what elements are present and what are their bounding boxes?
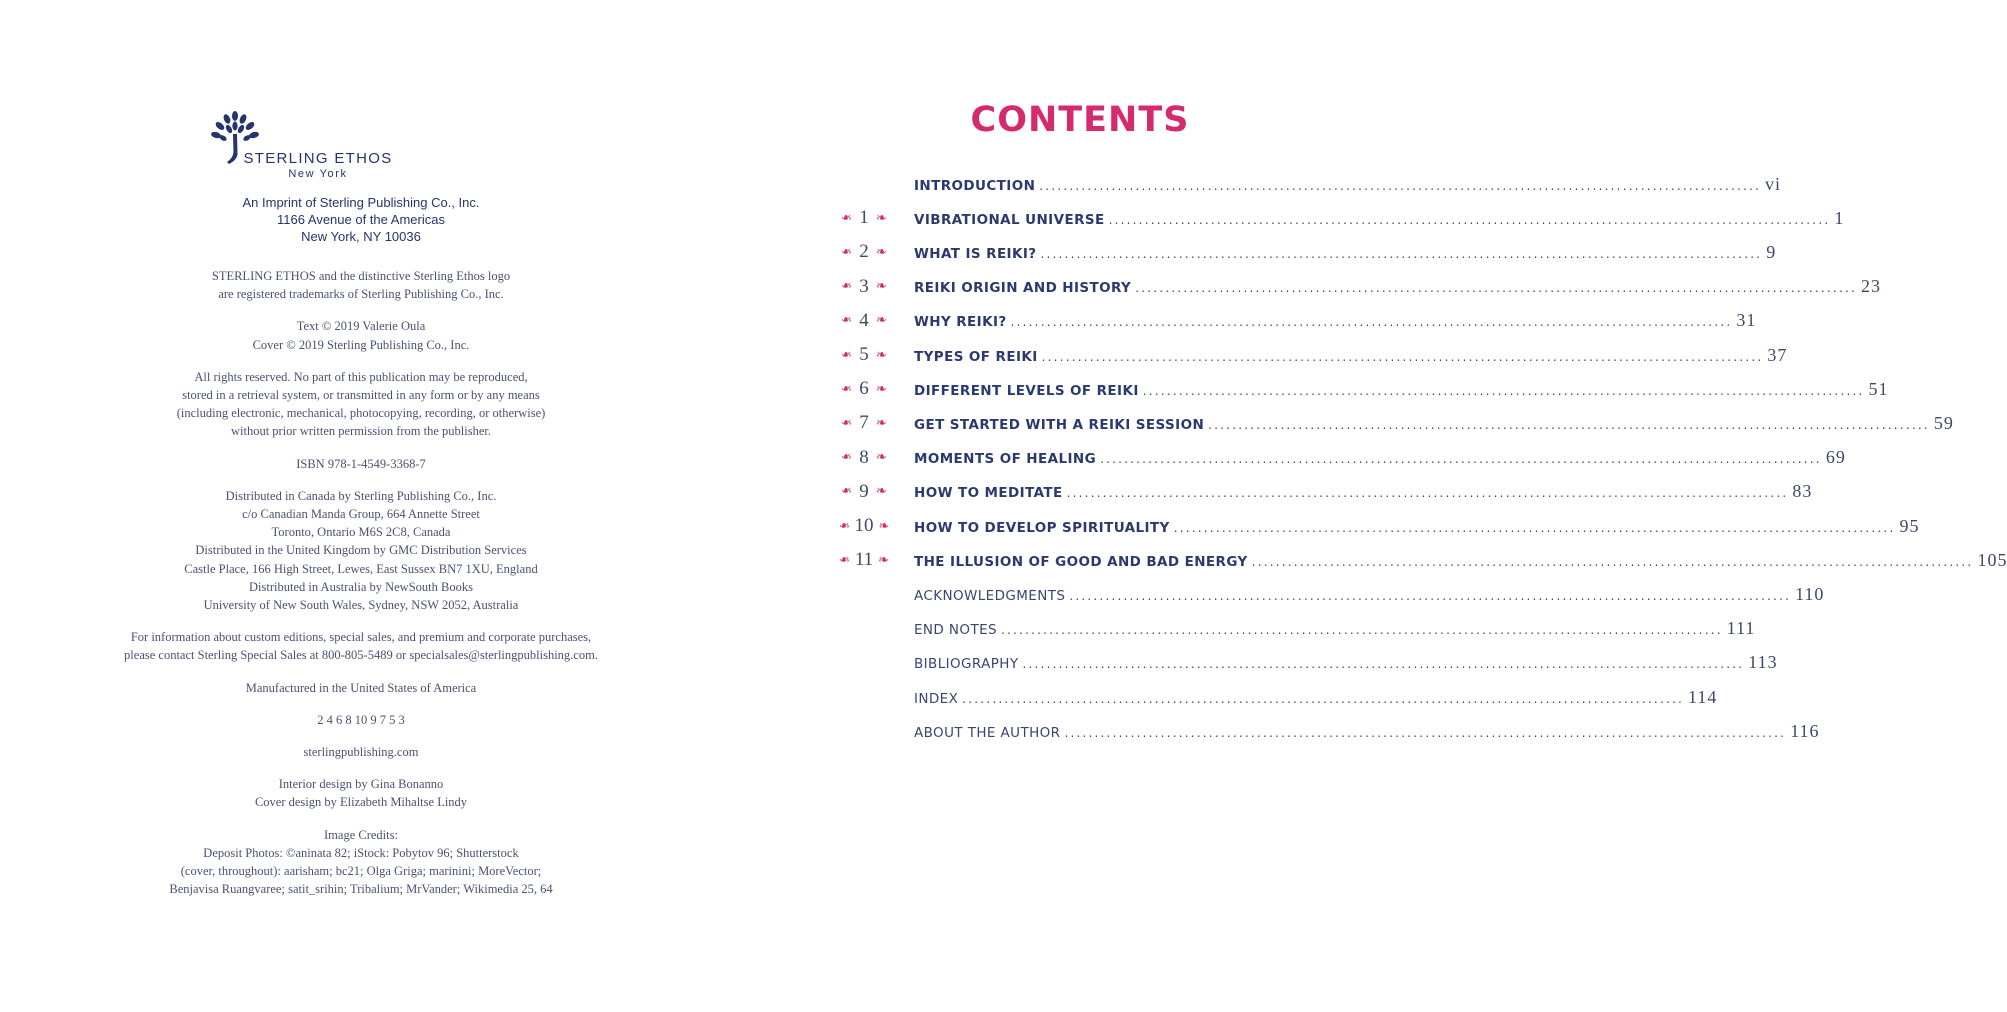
toc-entry-page: 116 [1790,720,1820,741]
toc-entry-page: 31 [1736,310,1757,331]
ornament-left-icon: ❧ [841,313,852,329]
trademark-line: are registered trademarks of Sterling Publishing Co., Inc. [218,287,504,302]
dot-leader: ........................................................................................................................ [1108,212,1831,227]
chapter-number [828,412,900,434]
toc-entry[interactable] [828,512,1920,540]
distribution-line: c/o Canadian Manda Group, 664 Annette Street [242,507,480,522]
dot-leader: ........................................................................................................................ [1173,520,1896,535]
dot-leader: ........................................................................................................................ [1142,383,1865,398]
toc-entry[interactable] [828,444,1846,472]
toc-entry-label: HOW TO MEDITATE [914,485,1063,502]
ornament-left-icon: ❧ [841,210,852,226]
distribution-line: Distributed in Australia by NewSouth Books [249,579,473,594]
toc-entry-page: 59 [1933,412,1954,433]
toc-entry-label: REIKI ORIGIN AND HISTORY [914,280,1132,297]
copyright-page [100,110,622,898]
dot-leader: ........................................................................................................................ [1022,657,1745,672]
chapter-number [828,207,900,229]
copyright-line: Text © 2019 Valerie Oula [296,319,426,334]
trademark-line: STERLING ETHOS and the distinctive Sterling Ethos logo [211,269,511,283]
chapter-number-value: 8 [859,446,869,468]
ornament-left-icon: ❧ [841,484,852,500]
toc-entry-label: BIBLIOGRAPHY [914,656,1019,673]
ornament-right-icon: ❧ [878,518,890,534]
ornament-right-icon: ❧ [876,347,887,363]
toc-entry-page: 69 [1825,447,1846,468]
brand-block [243,150,392,180]
toc-entry-page: 113 [1748,652,1778,673]
ornament-left-icon: ❧ [841,450,852,466]
credit-line: Image Credits: [324,827,398,842]
copyright-line: Cover © 2019 Sterling Publishing Co., Inc. [252,337,470,352]
toc-entry[interactable] [828,170,1782,198]
ornament-right-icon: ❧ [876,313,887,329]
ornament-left-icon: ❧ [838,518,850,534]
chapter-number [828,481,900,503]
ornament-right-icon: ❧ [878,552,890,568]
toc-entry[interactable] [828,409,1954,437]
toc-entry[interactable] [828,683,1718,711]
toc-entry[interactable] [828,375,1889,403]
imprint-address [100,194,622,245]
rights-line: stored in a retrieval system, or transmitted in any form or by any means [182,388,540,403]
dot-leader: ........................................................................................................................ [1039,178,1762,193]
toc-entry[interactable] [828,307,1757,335]
distribution-line: University of New South Wales, Sydney, NSW 2052, Australia [203,598,519,613]
toc-entry[interactable] [828,580,1825,608]
toc-entry[interactable] [828,546,2007,574]
ornament-right-icon: ❧ [876,484,887,500]
toc-entry-page: 23 [1860,276,1881,297]
ornament-left-icon: ❧ [841,347,852,363]
chapter-number-value: 11 [854,549,874,571]
distribution-line: Distributed in the United Kingdom by GMC Distribution Services [195,543,527,558]
distribution-line: Distributed in Canada by Sterling Publishing Co., Inc. [225,488,497,503]
manufactured-line: Manufactured in the United States of America [245,680,477,695]
chapter-number [828,378,900,400]
dot-leader: ........................................................................................................................ [1040,246,1763,261]
dot-leader: ........................................................................................................................ [1010,315,1733,330]
toc-entry-label: ACKNOWLEDGMENTS [914,587,1066,604]
toc-entry[interactable] [828,341,1788,369]
ornament-left-icon: ❧ [841,244,852,260]
chapter-number [828,276,900,298]
toc-entry-page: 114 [1688,686,1718,707]
dot-leader: ........................................................................................................................ [1100,452,1822,467]
toc-entry-label: HOW TO DEVELOP SPIRITUALITY [914,519,1170,536]
toc-entry-page: vi [1765,173,1782,194]
dot-leader: ........................................................................................................................ [1251,554,1974,569]
dot-leader: ........................................................................................................................ [1066,486,1789,501]
ornament-right-icon: ❧ [876,279,887,295]
chapter-number [828,310,900,332]
chapter-number-value: 10 [854,515,874,536]
chapter-number-value: 5 [859,344,869,365]
brand-city: New York [288,168,348,180]
toc-entry-label: THE ILLUSION OF GOOD AND BAD ENERGY [914,553,1248,570]
dot-leader: ........................................................................................................................ [1135,281,1857,296]
rights-line: (including electronic, mechanical, photocopying, recording, or otherwise) [176,406,546,421]
isbn: ISBN 978-1-4549-3368-7 [296,456,426,471]
chapter-number [828,515,900,537]
dot-leader: ........................................................................................................................ [1041,349,1764,364]
toc-entry-page: 110 [1795,583,1825,604]
chapter-number [828,447,900,469]
credit-line: Benjavisa Ruangvaree; satit_srihin; Tribalium; MrVander; Wikimedia 25, 64 [169,882,553,897]
toc-entry-page: 9 [1766,241,1777,262]
toc-entry-label: END NOTES [914,622,997,639]
imprint-line: An Imprint of Sterling Publishing Co., Inc. [242,195,480,210]
dot-leader: ........................................................................................................................ [1064,725,1787,740]
chapter-number-value: 6 [859,378,869,400]
ornament-left-icon: ❧ [838,552,850,568]
toc-entry-page: 111 [1726,618,1756,639]
dot-leader: ........................................................................................................................ [1001,623,1723,638]
printing-line: 2 4 6 8 10 9 7 5 3 [317,712,405,727]
toc-entry-label: ABOUT THE AUTHOR [914,724,1061,741]
ornament-left-icon: ❧ [841,381,852,397]
website-link[interactable]: sterlingpublishing.com [303,745,419,760]
ornament-left-icon: ❧ [841,279,852,295]
ornament-right-icon: ❧ [876,210,887,226]
rights-line: without prior written permission from the publisher. [230,424,492,439]
chapter-number-value: 3 [859,275,869,297]
ornament-left-icon: ❧ [841,415,852,431]
toc-entry-label: INTRODUCTION [914,177,1036,194]
chapter-number-value: 2 [859,241,869,263]
ornament-right-icon: ❧ [876,244,887,260]
chapter-number [828,549,900,571]
dot-leader: ........................................................................................................................ [962,691,1684,706]
chapter-number-value: 9 [859,480,869,502]
info-line: please contact Sterling Special Sales at 800-805-5489 or specialsales@sterlingpublishing.com. [124,648,598,663]
toc-entry[interactable] [828,204,1845,232]
distribution-line: Toronto, Ontario M6S 2C8, Canada [271,525,451,540]
publisher-logo [0,110,622,184]
toc-entry-label: INDEX [914,690,959,707]
toc-entry-page: 51 [1868,378,1889,399]
toc-entry-label: TYPES OF REIKI [914,348,1038,365]
toc-entry-label: MOMENTS OF HEALING [914,451,1097,468]
chapter-number-value: 1 [859,207,869,229]
dot-leader: ........................................................................................................................ [1069,588,1792,603]
imprint-line: New York, NY 10036 [301,229,421,244]
toc-entry[interactable] [828,273,1881,301]
rights-line: All rights reserved. No part of this publication may be reproduced, [194,369,528,384]
toc-entry-label: DIFFERENT LEVELS OF REIKI [914,382,1139,399]
toc-entry[interactable] [828,717,1820,745]
contents-title: CONTENTS [970,100,1190,140]
brand-name: STERLING ETHOS [243,150,393,167]
toc-entry-page: 83 [1792,481,1813,502]
credit-line: (cover, throughout): aarisham; bc21; Olga Griga; marinini; MoreVector; [180,864,542,879]
toc-entry-label: GET STARTED WITH A REIKI SESSION [914,416,1205,433]
credit-line: Deposit Photos: ©aninata 82; iStock: Pobytov 96; Shutterstock [203,845,519,860]
toc-entry[interactable] [828,615,1756,643]
info-line: For information about custom editions, special sales, and premium and corporate purchases, [130,630,592,645]
toc-entry-label: VIBRATIONAL UNIVERSE [914,211,1105,228]
chapter-number-value: 7 [859,412,869,434]
toc-entry-label: WHY REIKI? [914,314,1007,331]
imprint-line: 1166 Avenue of the Americas [277,212,445,227]
toc-entry[interactable] [828,238,1777,266]
toc-entry-label: WHAT IS REIKI? [914,245,1037,262]
chapter-number [828,344,900,366]
design-line: Cover design by Elizabeth Mihaltse Lindy [254,795,468,810]
ornament-right-icon: ❧ [876,381,887,397]
toc-entry[interactable] [828,478,1813,506]
chapter-number-value: 4 [859,309,869,331]
legal-text [100,245,622,898]
ornament-right-icon: ❧ [876,450,887,466]
toc-entry-page: 105 [1977,549,2007,570]
chapter-number [828,241,900,263]
dot-leader: ........................................................................................................................ [1208,417,1930,432]
toc-entry[interactable] [828,649,1778,677]
toc-entry-page: 37 [1767,344,1788,365]
ornament-right-icon: ❧ [876,415,887,431]
toc-entry-page: 1 [1834,207,1845,228]
distribution-line: Castle Place, 166 High Street, Lewes, East Sussex BN7 1XU, England [184,561,538,576]
design-line: Interior design by Gina Bonanno [278,777,444,792]
toc-entry-page: 95 [1899,515,1920,536]
